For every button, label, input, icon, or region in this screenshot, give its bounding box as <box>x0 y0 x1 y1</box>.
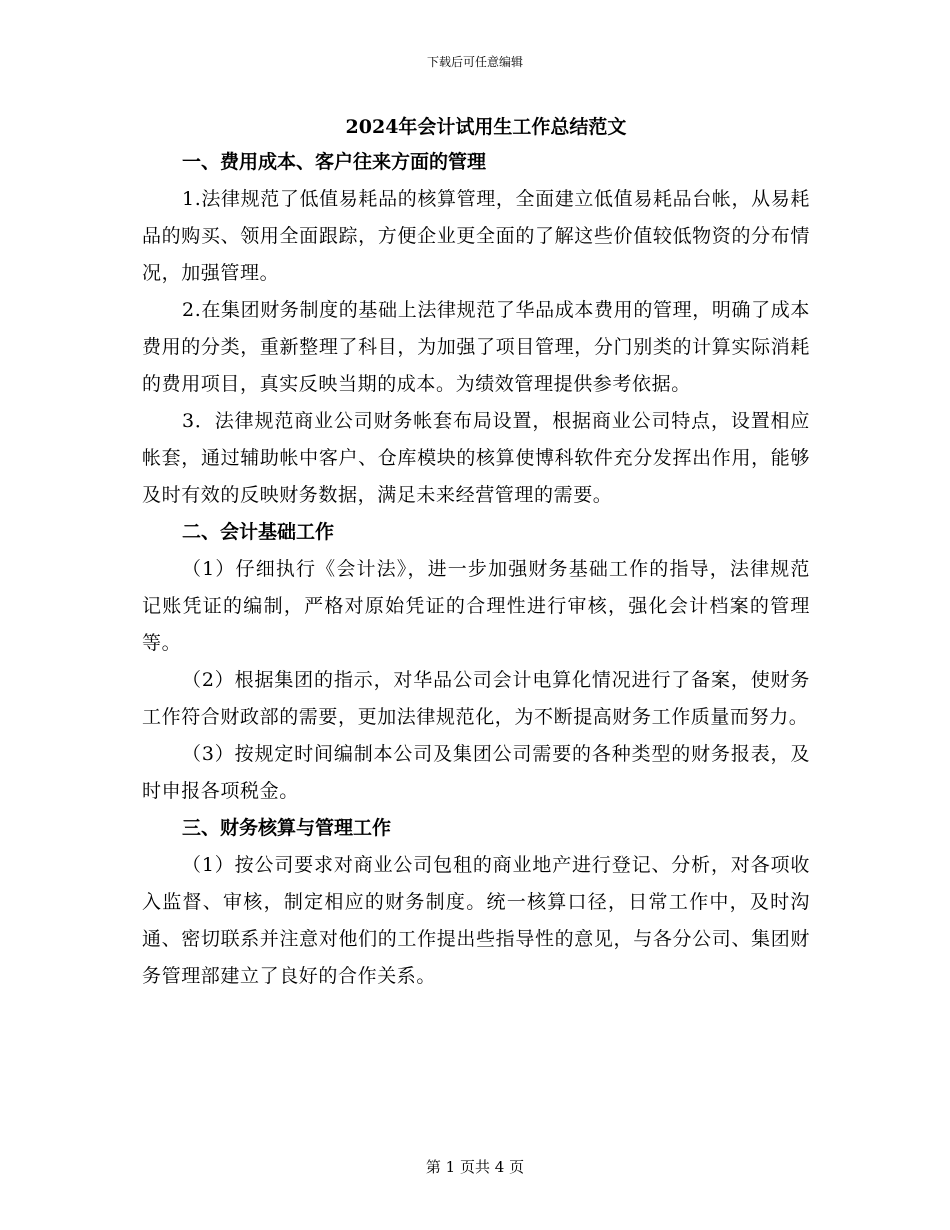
paragraph: 1.法律规范了低值易耗品的核算管理，全面建立低值易耗品台帐，从易耗品的购买、领用全面跟踪，方便企业更全面的了解这些价值较低物资的分布情况，加强管理。 <box>142 188 810 284</box>
paragraph: （1）仔细执行《会计法》，进一步加强财务基础工作的指导，法律规范记账凭证的编制，严格对原始凭证的合理性进行审核，强化会计档案的管理等。 <box>142 558 810 654</box>
page-footer: 第 1 页共 4 页 <box>425 1158 525 1176</box>
paragraph: （1）按公司要求对商业公司包租的商业地产进行登记、分析，对各项收入监督、审核，制定相应的财务制度。统一核算口径，日常工作中，及时沟通、密切联系并注意对他们的工作提出些指导性的意见，与各分公司、集团财务管理部建立了良好的合作关系。 <box>142 854 810 987</box>
page-header: 下载后可任意编辑 <box>426 55 523 69</box>
paragraph: 2.在集团财务制度的基础上法律规范了华品成本费用的管理，明确了成本费用的分类，重新整理了科目，为加强了项目管理，分门别类的计算实际消耗的费用项目，真实反映当期的成本。为绩效管理提供参考依据。 <box>142 299 810 395</box>
section-heading: 二、会计基础工作 <box>182 521 335 543</box>
paragraph: 3．法律规范商业公司财务帐套布局设置，根据商业公司特点，设置相应帐套，通过辅助帐中客户、仓库模块的核算使博科软件充分发挥出作用，能够及时有效的反映财务数据，满足未来经营管理的需要。 <box>142 410 810 506</box>
document-title: 2024年会计试用生工作总结范文 <box>345 116 627 138</box>
section-3 <box>142 810 810 995</box>
paragraph: （2）根据集团的指示，对华品公司会计电算化情况进行了备案，使财务工作符合财政部的需要，更加法律规范化，为不断提高财务工作质量而努力。 <box>142 669 810 728</box>
paragraph: （3）按规定时间编制本公司及集团公司需要的各种类型的财务报表，及时申报各项税金。 <box>142 743 810 802</box>
section-heading: 一、费用成本、客户往来方面的管理 <box>182 151 487 173</box>
section-2 <box>142 514 810 810</box>
section-heading: 三、财务核算与管理工作 <box>182 817 392 839</box>
document-body <box>142 110 810 995</box>
section-1 <box>142 144 810 514</box>
